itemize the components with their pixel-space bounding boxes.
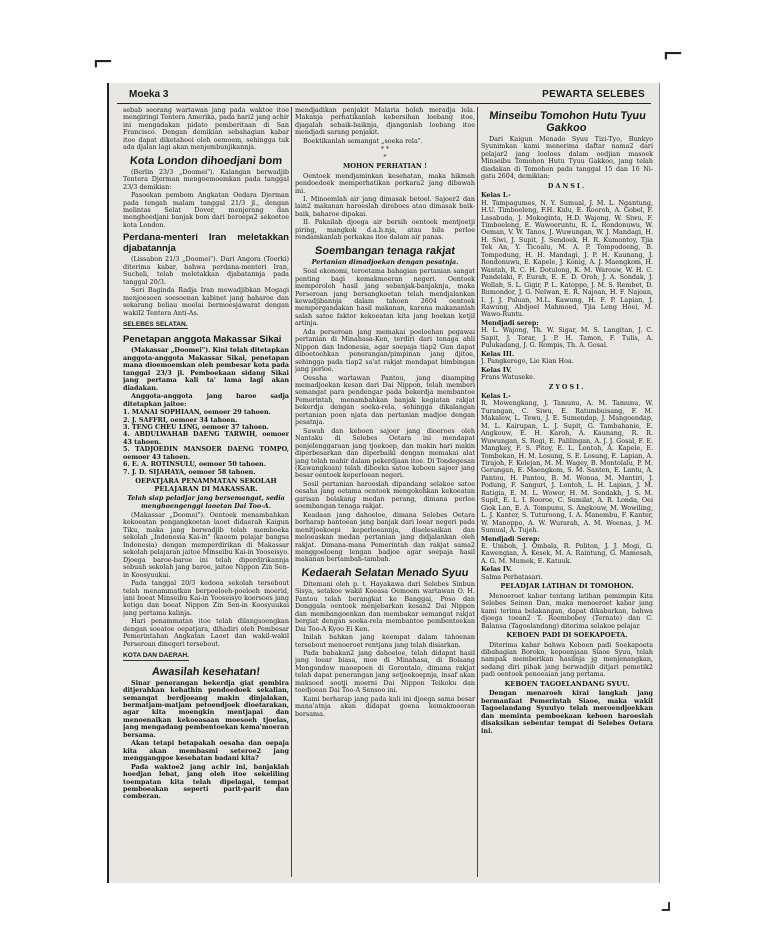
page-number: Moeka 3 — [129, 89, 169, 100]
list-heading: DANSI. — [547, 181, 587, 190]
article-text: (Berlin 23/3 „Doomei"). Kalangan berwadjib Tentera Djerman mengoemoemkan pada tanggal 23/3 demikian: — [123, 167, 289, 191]
article-text: Anggota-anggota jang baroe sadja ditetapkan jaitoe: — [123, 392, 289, 408]
article-text: Ada perseroan jang memakai poeloehan pegawai pertanian di Minahasa-Ken, terdiri dari tenaga ahli Nippon dan Indonesia, agar soepaja tiap2 Gun dapat diboetoehkan penerangan/pimpinan jang djitoe, sehingga pada tiap2 sa'at rakjat mendapat bimbingan jang perloe. — [295, 327, 475, 374]
article-text: mendjadikan penjakit Malaria boleh meradja lela. Makanja perhatikanlah kebersihan loebang itoe, djagalah sebaik-baiknja, djanganlah loebang itoe mendjadi sarang penjakit. — [295, 107, 475, 137]
article-text: II. Pakailah djoega air bersih oentoek mentjoetji piring, mangkok d.a.b.nja, atau bila perloe rendamkanlah perkakas itoe dalam air panas. — [295, 218, 475, 242]
article-text: Pada tanggal 20/3 kedoea sekolah tersebout telah menammatkan berpoeloeh-poeloeh moerid, jani boeat Minseibu Kai-in Yooseisyo koersoes jang ketiga dan boeat Nippon Zin Sen-in Koosyuukai jang pertama kalinja. — [123, 579, 289, 617]
article-text: Hari penammatan itoe telah dilangsoengkan dengan soeatoe oepatjara, dihadiri oleh Pembesar Pemerintahan Angkatan Laoet dan wakil-wakil Perseroan dinegeri tersebout. — [123, 617, 289, 648]
article-text: Akan tetapi betapakah oesaha dan oepaja kita akan membasmi seteroe2 jang mengganggoe kesehatan badani kita? — [123, 739, 289, 763]
article-text: Sinar penerangan bekerdja giat gembira ditjerahkan kehathin pendoedoek sekalian, semangat berdjoeang makin dinjalakan, bermatjam-matjam petoendjoek dioetarakan, agar kita moengkin mentjapai dan menoenaikan kekoeasaan moesoeh tjoelas, jang mengadang pembentoekan kema'moeran bersama. — [123, 678, 289, 739]
member-item: 5. TADJOEDIN MANSOER DAENG TOMPO, oemoer 43 tahoen. — [123, 445, 289, 461]
section-heading: KOTA DAN DAERAH. — [123, 652, 189, 660]
crop-mark-top-left: ⌐ — [92, 48, 114, 78]
headline-makassar: Penetapan anggota Makassar Sikai — [123, 334, 282, 346]
article-text: (Makassar „Doomei"). Oentoek menambahkan kekoeatan pengangkoetan laoet didaerah Kaigun Tiku, maka jang berwadjib telah memboeka sekolah „Indonesia Kai-in" (kaoem pelajar bangsa Indonesia) dengan memperdirikan di Makassar sekolah pelajaran jaitoe Minseibu Kai-in Yooseisyo. Djoega baroe-baroe ini telah diperdirikannja sebuah sekolah jang baroe, jaitoe Nippon Zin Sen-in Koosyuukai. — [123, 511, 289, 579]
article-text: Menoeroet kabar tentang latihan pemimpin Kita Selebes Seinen Dan, maka menoeroet kabar jang kami terima belakangan, dapat dikabarkan, bahwa djoega toean2 T. Roembobey (Ternate) dan C. Balansa (Tagoelandang) diterima selakoe pelajar. — [481, 591, 653, 630]
class-label: Kelas IV. — [481, 565, 512, 574]
headline-mohon: MOHON PERHATIAN ! — [342, 162, 428, 171]
article-text: Oesaha wartawan Pantou, jang disamping memadjoekan kesan dari Dai Nippon, telah memberi semangat para pendengar pada bekerdja membantoe Pemerintah, menambahkan banjak kegiatan rakjat bekerdja dengan soeka-rela, sehingga dikalangan pertanian poen njata dan pertanian madjoe dengan pesatnja. — [295, 373, 475, 427]
headline-oepatjara: OEPATJARA PENAMMATAN SEKOLAH PELAJARAN DI MAKASSAR. — [135, 477, 277, 493]
separator-stars: * * * — [381, 146, 389, 161]
class-label: Kelas IV. — [481, 365, 512, 374]
article-text: Keadaan jang dahoeloe, dimana Selebes Oetara berharap bantoean jang banjak dari loear negeri pada menitjoekoepi keperloeannja, diselesaikan dan meloeaskan medan pertanian jang didjalankan oleh rakjat. Dimana-mana Pemerintah dan rakjat sama2 menggoeloeng lengan badjoe agar soepaja hasil makanan bertambah-tambah. — [295, 510, 475, 564]
member-item: 2. J. SAFFRI, oemoer 34 tahoen. — [123, 415, 238, 424]
headline-iran: Perdana-menteri Iran meletakkan djabatannja — [123, 232, 289, 255]
article-text: Ditemani oleh p. t. Hayakawa dari Selebes Sinbun Sisya, setakoe wakil Koeasa Oemoem wartawan O. H. Pantou telah berangkat ke Banggai, Poso dan Donggala oentoek menjebarkan kesan2 Dai Nippon dan membangoenkan dan membakar semangat rakjat bergiat dengan soeka-rela membantoe pembentoekan Dai Too-A Kyoo Ei Ken. — [295, 579, 475, 633]
subheadline: Telah siap peladjar jang bersemangat, sedia menghoengenggi laoetan Dai Too-A. — [127, 494, 285, 510]
member-item: 4. ABDULWAHAB DAENG TARWIH, oemoer 43 tahoen. — [123, 430, 289, 446]
subheadline: Pertanian dimadjoekan dengan pesatnja. — [311, 257, 459, 266]
article-text: Sosil pertanian haroeslah dipandang selakoe satoe oesaha jang oetama oentoek mengokohkan kekoeatan garisan belakang medan perang, dimana perloe soembangan tenaga rakjat. — [295, 479, 475, 511]
class-label: Mendjadi serep: — [481, 318, 539, 327]
article-text: Sawah dan keboen sajoer jang dioeroes oleh Nantaku di Selebes Oetara ini mendapat penjelenggaraan jang tjoekoep, dan makin hari makin diperbesarkan dan diperbaiki dengan memakai alat jang telah mahir dalam pekerdjaan itoe. Di Tondegesan (Kawangkoan) telah diboeka satoe keboen sajoer jang besar oentoek keperloean negeri. — [295, 426, 475, 480]
headline-awasilah: Awasilah kesehatan! — [151, 665, 261, 678]
crop-mark-top-right: ⌐ — [662, 40, 684, 70]
article-text: I. Minoemlah air jang dimasak betoel. Sajoer2 dan lain2 makanan haroeslah direboes atau dimasak baik-baik, baharoe dipakai. — [295, 195, 475, 218]
article-text: Pasoekan pembom Angkatan Oedara Djerman pada tengah malam tanggal 21/3 jl., dengan melintas Selat Dover, menjerang dan menghoedjani banjak bom dari beroepa2 sekoetoe kota London. — [123, 191, 289, 229]
section-heading: SELEBES SELATAN. — [123, 320, 188, 328]
article-text: Dengan menaroeh kirai langkah jang bermanfaat Pemerintah Siaoe, maka wakil Tagoelandang Syuutyo telah meroendjoekkan dan meminta pemboekaan keboen haroeslah disaksikan sebentar tempat di Selebes Oetara ini. — [481, 689, 653, 735]
headline-soembangan: Soembangan tenaga rakjat — [314, 244, 456, 257]
member-item: 1. MANAI SOPHIAAN, oemoer 29 tahoen. — [123, 408, 271, 417]
member-item: 3. TENG CHEU LING, oemoer 37 tahoen. — [123, 422, 269, 431]
article-text: Soal ekonomi, teroetama bahagian pertanian sangat penting bagi kemakmoeran negeri. Oentoek memperoleh hasil jang sebanjak-banjaknja, maka Perseroan jang bersangkoetan telah mendjalankan kewadjibannja dalam tahoen 2604 oentoek mempergandakan hasil makanan, karena makananlah salah satoe faktor kekoeatan kita jang boekan ketjil artinja. — [295, 267, 475, 328]
member-item: 7. J. D. SIJAHAYA, oemoer 58 tahoen. — [123, 467, 256, 476]
class-label: Kelas III. — [481, 349, 515, 358]
article-text: Boektikanlah semangat „soeka rela". — [303, 136, 423, 145]
name-list: Frans Watuseke. — [481, 373, 535, 382]
column-middle — [295, 107, 475, 877]
article-text: Diterima kabar bahwa Keboen padi Soekapoeta dibahagian Boroko, kepoenjaan Siaoe Syuu, telah nampak memberikan hasilnja jg menjenangkan, sedang diri pihak jang berwadjib ditjari pemetik2 padi oentoek penoeaian jang pertama. — [481, 640, 653, 679]
class-label: Kelas I.- — [481, 391, 511, 400]
article-text: Dari Kaigun Menado Syuu Tizi-Tyo, Bunkyo Syunimkan kami menerima daftar nama2 dari pelajar2 jang loeloes dalam oedjian masoek Minseibu Tomohon Hutu Tyuu Gakkoo, jang telah diadakan di Tomohon pada tanggal 15 dan 16 Ni-gatu 2604, demikian: — [481, 135, 653, 181]
headline-pelajar: PELADJAR LATIHAN DI TOMOHON. — [500, 582, 634, 591]
article-text: Pada babakan2 jang dahoeloe, telah didapat hasil jang loear biasa, moe di Minahasa, di Bolaang Mongondow maoepoen di Gorontalo, dimana rakjat telah dapat penerangan jang setjoekoepnja, insaf akan maksoed soetji moerni Dai Nippon Teikoku dan toedjoean Dai Too-A Sensoo ini. — [295, 648, 475, 695]
article-text: Pada waktoe2 jang achir ini, banjaklah hoedjan lebat, jang oleh itoe sekeliling toempatan kita telah dipelagai, tempat pemboeakan seperti parit-parit dan comberan. — [123, 762, 289, 801]
name-list: R. Mowengkang, J. Tamunu, A. M. Tamunu, W. Turangan, C. Siwu, E. Ratumbuisang, F. M. Makalew, L. Tewu, J. E. Sumendap, J. Mangoendap, M. L. Kairupan, L. J. Supit, G. Tambahanie, E. Angkouw, E. H. Karoh, A. Kaunang, R. R. Wuwungan, S. Rogi, E. Palilingan, A. J. J. Gosal, F. E. Mangkey, F. S. Pitoy, E. L. Lontoh, A. Kapele, E. Tombokan, H. M. Losung, S. E. Losung, E. Lapian, A. Tirajoh, F. Kelejan, M. M. Wagey, B. Montolalu, P. M. Gerungan, E. Maengkom, S. M. Santen, E. Lantu, A. Pantou, H. Pantou, B. M. Wonua, M. Mantiri, J. Podung, F. Sanguri, J. Lontoh, L. H. Lapian, J. M. Ratigia, E. M. L. Wowor, H. M. Sondakh, J. S. M. Supit, E. L. I. Rooroe, C. Sumilat, A. R. Londa, Oei Giok Lan, E. A. Tompunu, S. Angkouw, M. Wowiling, L. J. Kanter, S. Tuturoong, I. A. Manembu, F. Kanter, W. Manoppo, A. W. Wurarah, A. M. Weenas, J. M. Sumual, A. Tujeh. — [481, 399, 653, 535]
list-heading: ZYOSI. — [548, 382, 586, 391]
page-header — [117, 89, 651, 104]
headline-kedaerah: Kedaerah Selatan Menado Syuu — [300, 566, 470, 579]
headline-keboen-padi: KEBOEN PADI DI SOEKAPOETA. — [506, 631, 628, 640]
name-list: J. Pangkerego, Lie Kian Hoa. — [481, 357, 574, 366]
headline-london: Kota London dihoedjani bom — [129, 154, 283, 167]
name-list: E. Umboh, J. Ombala, R. Politon, J. J. Mogi, G. Kawengian, A. Kesek, M. A. Raintung, G. Mamesah, A. G. M. Mumek, E. Katuuk. — [481, 542, 653, 565]
class-label: Kelas I.- — [481, 191, 511, 200]
article-text: Inilah bahkan jang keempat dalam tahoenan tersebout menoeroet rentjana jang telah disiarkan. — [295, 633, 475, 649]
article-text: (Lissabon 21/3 „Doomei"). Dari Angora (Toerki) diterima kabar, bahwa perdana-menteri Iran, Sucheli, telah meletakkan djabatannja pada tanggal 20/3. — [123, 255, 289, 286]
article-text: Kami berharap jang pada kali ini djoega sama besar mana'atnja akan didapat goena kemakmoeran bersama. — [295, 694, 475, 718]
article-text: sebab seorang wartawan jang pada waktoe itoe mengiringi Tentera Amerika, pada hari2 jang achir ini mengadakan pidato pemberitaan di San Francisco. Dengan demikian sebahagian kabar itoe dapat diketahoei oleh oemoem, sehingga tak ada djalan lagi akan menjembunjikannja. — [123, 107, 289, 152]
crop-mark-bottom-right: ⌟ — [660, 886, 673, 916]
column-rule — [291, 107, 292, 877]
article-text: Oentoek mendjaminkan kesehatan, maka hikmah pendoedoek memperhatikan perkara2 jang dibawah ini. — [295, 171, 475, 195]
article-text: (Makassar „Doomei"). Kini telah ditetapkan anggota-anggota Makassar Sikai, penetapan mana dioemoemkan oleh pembesar kota pada tanggal 23/3 jl. Pemboekaan sidang Sikai jang pertama kali ta' lama lagi akan diadakan. — [123, 346, 289, 392]
class-label: Mendjadi Serep: — [481, 534, 540, 543]
name-list: H. Tampagumes, N. Y. Sumual, J. M. L. Ngantung, H.U. Timboeleng, F.H. Kulu, E. Rooroh, A. Gobel, F. Lasabuda, J. Mokoginta, H.D. Wajong, W. Siwu, F. Timboeleng, E. Wawoeruntu, R. L. Rondonuwu, W. Oeman, V. W. Tanos, J. Wuwungan, W. J. Mandagi, H. H. Siwi, J. Supit, J. Sendoek, H. R. Kumontoy, Tjia Tek An, Y. Ticoalu, M. A. P. Tompodoeng, B. Tompodung, H. H. Mandagi, J. P. H. Kaunang, J. Rondonuwu, E. Kapele, J. Konig, A. J. Maengkom, H. Wantah, R. C. H. Dotulong, K. M. Warouw, W. H. C. Pandelaki, F. Eurah, E. E. D. Oroh, J. A. Sondak, J. Wollah, S. L. Gigir, P. L. Katoppo, J. M. S. Rembet, D. Rumondor, J. G. Nelwan, E. R. Najoan, H. F. Najoan, I. J. J. Paluan, M.L. Kawung, H. F. P. Lapian, J. Rawung, Abdjoel Mahmoed, Tjia Leng Hoei, M. Wawo-Runtu. — [481, 198, 653, 319]
name-list: H. L. Wajong, Th. W. Sigar, M. S. Langitan, J. C. Sapit, J. Torar, J. P. H. Tamon, F. Tulis, A. Pulukadang, J. G. Rompis, Th. A. Gosal. — [481, 326, 653, 350]
newspaper-page — [107, 83, 660, 883]
column-rule — [477, 107, 478, 877]
masthead: PEWARTA SELEBES — [542, 89, 645, 100]
headline-minseibu: Minseibu Tomohon Hutu Tyuu Gakkoo — [488, 110, 647, 134]
member-item: 6. E. A. ROTINSULU, oemoer 50 tahoen. — [123, 460, 266, 469]
column-right — [481, 107, 653, 877]
headline-keboen-tagoelandang: KEBOEN TAGOELANDANG SYUU. — [504, 679, 630, 688]
column-left — [123, 107, 289, 877]
article-text: Seri Baginda Radja Iran mewadjibkan Mogagi menjoesoen soesoenan kabinet jang baharoe dan sekarang beliau moelai bermoesjawarat dengan wakil2 Tentera Anti-As. — [123, 286, 289, 317]
name-list: Salma Perbatasari. — [481, 572, 543, 581]
